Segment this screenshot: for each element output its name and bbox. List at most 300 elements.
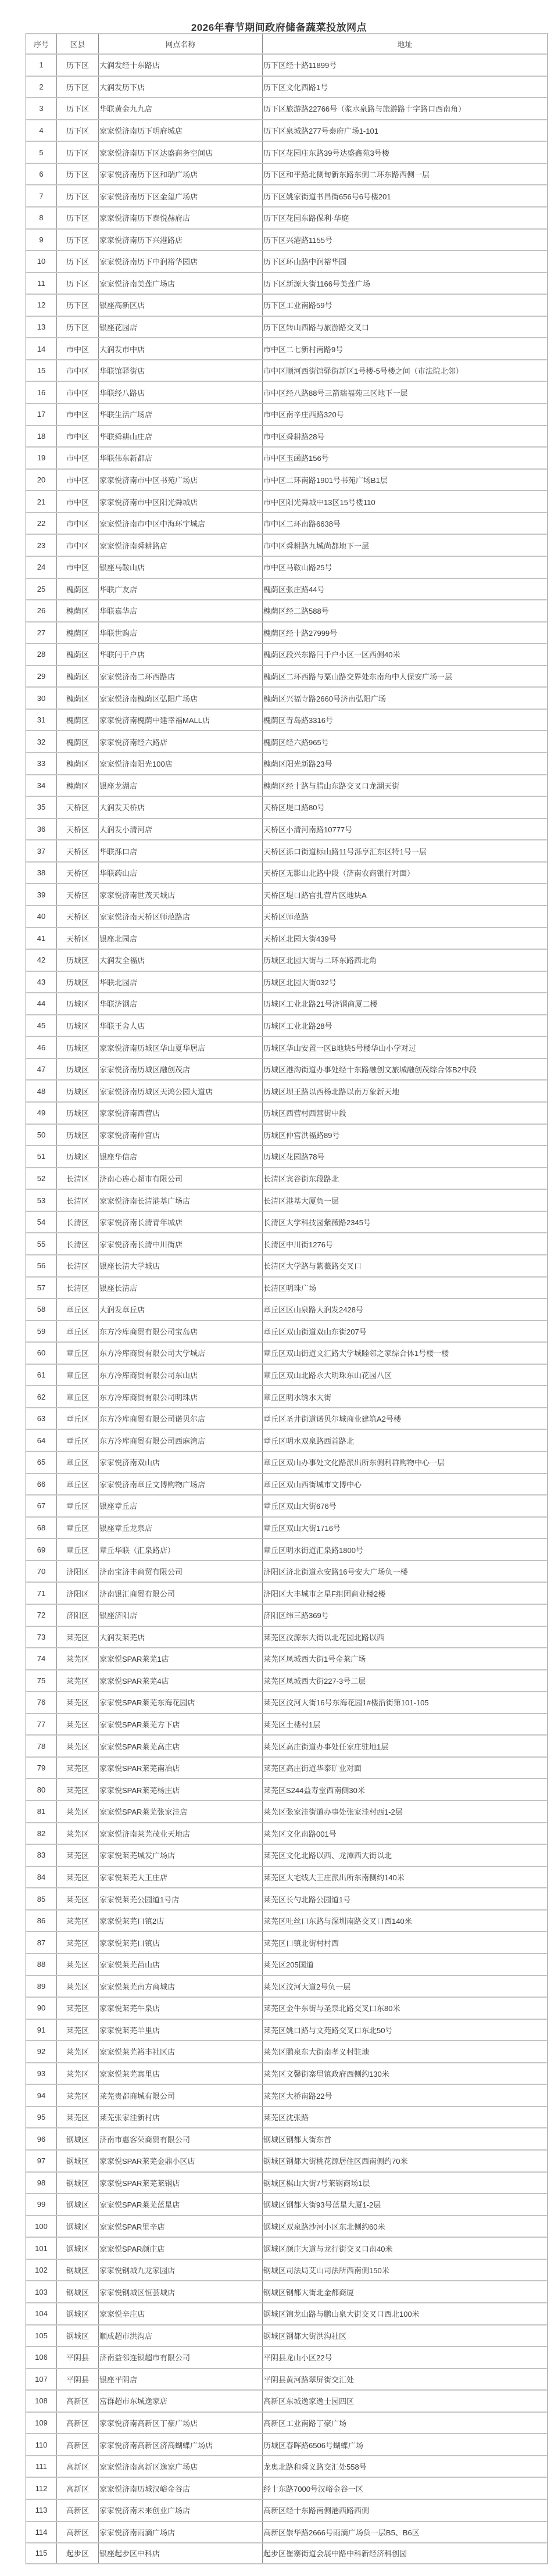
row-district: 槐荫区 [57, 622, 99, 643]
row-index: 43 [26, 972, 57, 993]
table-row [26, 2193, 547, 2215]
row-address: 莱芜区土楼村1层 [263, 1720, 321, 1730]
row-outlet-name: 家家悦济南市中区中海环宇城店 [99, 513, 263, 534]
row-district: 莱芜区 [57, 1910, 99, 1931]
row-index: 9 [26, 230, 57, 251]
row-outlet-name: 大润发历下店 [99, 77, 263, 98]
row-address: 长清区大学科技园紫薇路2345号 [263, 1218, 371, 1228]
row-index: 108 [26, 2391, 57, 2412]
row-outlet-name: 华联药山店 [99, 863, 263, 883]
row-index: 87 [26, 1932, 57, 1953]
row-address: 莱芜区鹏泉东大街南孝义村驻地 [263, 2048, 370, 2057]
row-index: 8 [26, 207, 57, 228]
row-outlet-name: 家家悦济南槐荫区弘阳广场店 [99, 688, 263, 709]
row-index: 34 [26, 775, 57, 796]
row-index: 109 [26, 2413, 57, 2434]
table-row [26, 316, 547, 338]
table-row [26, 1800, 547, 1822]
row-outlet-name: 家家悦SPAR莱芜高庄店 [99, 1736, 263, 1756]
row-index: 56 [26, 1255, 57, 1276]
row-index: 27 [26, 622, 57, 643]
table-row [26, 1866, 547, 1888]
row-address: 莱芜区凤城西大街1号金莱广场 [263, 1655, 366, 1664]
row-district: 历下区 [57, 207, 99, 228]
row-address: 天桥区堤口路80号 [263, 803, 325, 813]
row-outlet-name: 家家悦莱芜羊里店 [99, 2020, 263, 2041]
row-index: 16 [26, 382, 57, 403]
row-address: 长清区中川街1276号 [263, 1240, 333, 1249]
table-row [26, 2412, 547, 2434]
row-address: 历城区工业北路28号 [263, 1022, 332, 1031]
row-address: 莱芜区高庄街道办事处任家庄驻地1层 [263, 1742, 389, 1751]
table-row [26, 1975, 547, 1997]
row-address: 历下区花园庄东路39号达盛鑫苑3号楼 [263, 148, 389, 158]
row-index: 25 [26, 579, 57, 600]
row-address: 历下区花园东路保利·华庭 [263, 214, 349, 223]
row-outlet-name: 家家悦济南舜耕路店 [99, 535, 263, 556]
row-index: 106 [26, 2347, 57, 2368]
row-index: 103 [26, 2281, 57, 2302]
row-district: 莱芜区 [57, 2063, 99, 2084]
row-index: 14 [26, 338, 57, 359]
row-index: 32 [26, 731, 57, 752]
row-outlet-name: 家家悦济南高新区丁豪广场店 [99, 2413, 263, 2434]
row-address: 市中区顺河西街馆驿街新区1号楼-5号楼之间（市法院北邻） [263, 367, 463, 376]
row-address: 章丘区双山大街1716号 [263, 1523, 341, 1533]
row-district: 济阳区 [57, 1561, 99, 1582]
table-row [26, 1538, 547, 1560]
row-district: 天桥区 [57, 819, 99, 840]
table-row [26, 686, 547, 709]
row-district: 历下区 [57, 273, 99, 294]
row-index: 84 [26, 1867, 57, 1888]
row-outlet-name: 银座龙湖店 [99, 775, 263, 796]
row-outlet-name: 华联经八路店 [99, 382, 263, 403]
row-outlet-name: 家家悦莱芜口镇店 [99, 1932, 263, 1953]
row-district: 莱芜区 [57, 1670, 99, 1691]
row-outlet-name: 大润发莱芜店 [99, 1627, 263, 1648]
table-row [26, 1931, 547, 1953]
row-index: 31 [26, 710, 57, 731]
row-district: 莱芜区 [57, 1758, 99, 1779]
row-index: 4 [26, 120, 57, 141]
table-row [26, 228, 547, 251]
table-row [26, 184, 547, 206]
row-outlet-name: 家家悦济南未来创业广场店 [99, 2500, 263, 2521]
row-index: 80 [26, 1779, 57, 1800]
row-address: 长清区港基大厦负一层 [263, 1196, 339, 1205]
row-district: 平阴县 [57, 2369, 99, 2390]
row-address: 钢城区棋山大街7号莱钢商场1层 [263, 2178, 370, 2188]
row-outlet-name: 家家悦济南天桥区师范路店 [99, 906, 263, 927]
row-outlet-name: 家家悦济南历城区融创茂店 [99, 1059, 263, 1080]
row-district: 章丘区 [57, 1386, 99, 1407]
row-outlet-name: 东方冷库商贸有限公司东山店 [99, 1365, 263, 1386]
table-row [26, 621, 547, 643]
row-address: 章丘区圣井街道诺贝尔城商业建筑A2号楼 [263, 1415, 401, 1424]
row-index: 10 [26, 251, 57, 272]
table-row [26, 1887, 547, 1909]
row-district: 长清区 [57, 1255, 99, 1276]
row-address: 长清区大学路与紫薇路交叉口 [263, 1262, 362, 1271]
row-outlet-name: 华联王舍人店 [99, 1015, 263, 1036]
row-address: 经十东路7000号汉峪金谷一区 [263, 2484, 363, 2493]
row-address: 章丘区区山泉路大润发2428号 [263, 1305, 363, 1315]
row-address: 历城区华山安置一区B地块5号楼华山小学对过 [263, 1043, 416, 1053]
table-row [26, 1516, 547, 1539]
row-address: 历下区兴港路1155号 [263, 235, 332, 245]
row-district: 高新区 [57, 2434, 99, 2455]
row-district: 市中区 [57, 360, 99, 381]
row-district: 章丘区 [57, 1321, 99, 1342]
row-outlet-name: 家家悦济南历下泰悦赫府店 [99, 207, 263, 228]
table-row [26, 730, 547, 752]
table-row [26, 2433, 547, 2455]
row-outlet-name: 家家悦SPAR莱芜蓝星店 [99, 2194, 263, 2215]
row-district: 莱芜区 [57, 1801, 99, 1822]
row-district: 莱芜区 [57, 2041, 99, 2062]
row-district: 历城区 [57, 1059, 99, 1080]
table-row [26, 2477, 547, 2499]
row-address: 莱芜区文化南路001号 [263, 1829, 337, 1838]
row-index: 90 [26, 1998, 57, 2019]
table-row [26, 1734, 547, 1756]
row-outlet-name: 银座花园店 [99, 317, 263, 338]
row-outlet-name: 华联闫千户店 [99, 644, 263, 665]
table-row [26, 1124, 547, 1146]
row-index: 115 [26, 2543, 57, 2563]
row-address: 章丘区双山街道文汇路大学城睦邻之家综合体1号楼一楼 [263, 1349, 449, 1358]
row-index: 15 [26, 360, 57, 381]
row-district: 济阳区 [57, 1583, 99, 1604]
row-district: 莱芜区 [57, 1736, 99, 1756]
row-index: 79 [26, 1758, 57, 1779]
row-index: 72 [26, 1605, 57, 1626]
table-row [26, 2455, 547, 2477]
table-row [26, 971, 547, 993]
row-index: 102 [26, 2260, 57, 2281]
table-row [26, 752, 547, 774]
row-index: 21 [26, 491, 57, 512]
row-outlet-name: 家家悦莱芜牛泉店 [99, 1998, 263, 2019]
row-district: 莱芜区 [57, 1867, 99, 1888]
row-address: 莱芜区205国道 [263, 1960, 314, 1970]
row-address: 历下区新源大街1166号美莲广场 [263, 279, 370, 288]
row-district: 莱芜区 [57, 1888, 99, 1909]
table-row [26, 1713, 547, 1735]
table-row [26, 709, 547, 731]
row-outlet-name: 家家悦莱芜大王庄店 [99, 1867, 263, 1888]
row-address: 历城区春晖路6506号蝴蝶广场 [263, 2441, 363, 2450]
row-district: 天桥区 [57, 928, 99, 949]
row-district: 钢城区 [57, 2281, 99, 2302]
row-address: 历城区坝王路以西杨北路以南万象新天地 [263, 1087, 400, 1096]
row-district: 市中区 [57, 338, 99, 359]
row-address: 历下区姚家街道书昌街656号6号楼201 [263, 192, 391, 201]
row-address: 槐荫区经十路27999号 [263, 628, 338, 638]
row-outlet-name: 东方冷库商贸有限公司西麻湾店 [99, 1430, 263, 1451]
table-row [26, 403, 547, 425]
row-district: 历城区 [57, 1103, 99, 1124]
row-district: 槐荫区 [57, 688, 99, 709]
row-district: 高新区 [57, 2478, 99, 2499]
row-district: 章丘区 [57, 1408, 99, 1429]
row-outlet-name: 顺成超市洪沟店 [99, 2325, 263, 2346]
row-outlet-name: 济南市惠客荣商贸有限公司 [99, 2128, 263, 2149]
row-district: 莱芜区 [57, 1932, 99, 1953]
row-district: 天桥区 [57, 840, 99, 861]
row-district: 钢城区 [57, 2128, 99, 2149]
row-index: 19 [26, 448, 57, 468]
row-district: 莱芜区 [57, 1692, 99, 1713]
row-index: 12 [26, 295, 57, 316]
row-address: 历城区西营村西营街中段 [263, 1109, 347, 1118]
row-outlet-name: 家家悦济南槐荫中建幸福MALL店 [99, 710, 263, 731]
row-district: 高新区 [57, 2522, 99, 2543]
row-index: 86 [26, 1910, 57, 1931]
row-address: 钢城区颜庄大道与龙行街交叉口南40米 [263, 2244, 393, 2253]
row-address: 历下区泉城路277号泰府广场1-101 [263, 126, 378, 135]
table-row [26, 1647, 547, 1669]
row-outlet-name: 家家悦钢城区恒荟城店 [99, 2281, 263, 2302]
row-district: 历下区 [57, 295, 99, 316]
row-outlet-name: 家家悦SPAR莱芜方下店 [99, 1714, 263, 1735]
table-row [26, 1451, 547, 1473]
row-outlet-name: 家家悦SPAR颜庄店 [99, 2238, 263, 2259]
row-district: 历下区 [57, 142, 99, 163]
table-row [26, 1778, 547, 1800]
row-address: 平阴县龙山小区22号 [263, 2353, 332, 2363]
row-outlet-name: 家家悦SPAR莱芜莱钢店 [99, 2173, 263, 2194]
row-address: 高新区工业南路丁豪广场 [263, 2419, 347, 2428]
row-address: 莱芜区文化北路以西、龙潭西大街以北 [263, 1851, 392, 1861]
row-index: 40 [26, 906, 57, 927]
row-index: 28 [26, 644, 57, 665]
table-row [26, 599, 547, 621]
row-district: 济阳区 [57, 1605, 99, 1626]
row-index: 92 [26, 2041, 57, 2062]
row-outlet-name: 家家悦SPAR莱芜1店 [99, 1648, 263, 1669]
row-outlet-name: 大润发市中店 [99, 338, 263, 359]
row-index: 114 [26, 2522, 57, 2543]
table-row [26, 1079, 547, 1101]
row-address: 龙奥北路和舜义路交汇处558号 [263, 2463, 367, 2472]
row-outlet-name: 家家悦莱芜南方商城店 [99, 1976, 263, 1997]
table-row [26, 1254, 547, 1276]
table-row [26, 643, 547, 665]
row-index: 73 [26, 1627, 57, 1648]
table-row [26, 206, 547, 228]
row-address: 市中区经八路88号三箭瑞福苑三区地下一层 [263, 388, 408, 398]
row-address: 市中区南辛庄西路320号 [263, 410, 344, 420]
table-row [26, 534, 547, 556]
row-outlet-name: 银座起步区中科店 [99, 2543, 263, 2563]
row-address: 莱芜区汶源东大街以北花园北路以西 [263, 1633, 385, 1642]
row-district: 历下区 [57, 164, 99, 185]
row-address: 钢城区锦龙山路与鹏山泉大街交叉口西北100米 [263, 2310, 420, 2319]
row-outlet-name: 家家悦济南历下兴港路店 [99, 230, 263, 251]
row-index: 70 [26, 1561, 57, 1582]
table-row [26, 1909, 547, 1931]
row-district: 莱芜区 [57, 1954, 99, 1975]
row-outlet-name: 莱芜贵都商城有限公司 [99, 2085, 263, 2106]
table-row [26, 1232, 547, 1254]
row-address: 历城区花园路78号 [263, 1153, 325, 1162]
table-row [26, 1407, 547, 1429]
row-outlet-name: 济南心连心超市有限公司 [99, 1168, 263, 1189]
row-address: 章丘区明水双泉路西首路北 [263, 1436, 355, 1446]
row-outlet-name: 家家悦济南历城区华山夏华居店 [99, 1037, 263, 1058]
row-address: 莱芜区S244益寿堂西南侧30米 [263, 1786, 365, 1795]
row-district: 高新区 [57, 2391, 99, 2412]
row-outlet-name: 家家悦济南市中区阳光舜城店 [99, 491, 263, 512]
row-outlet-name: 家家悦济南美莲广场店 [99, 273, 263, 294]
row-outlet-name: 大润发全福店 [99, 950, 263, 971]
table-row [26, 2324, 547, 2346]
row-outlet-name: 济南宝济丰商贸有限公司 [99, 1561, 263, 1582]
row-address: 章丘区双山街道双山东街207号 [263, 1327, 367, 1336]
row-index: 6 [26, 164, 57, 185]
row-address: 章丘区双山西街城市文博中心 [263, 1480, 362, 1489]
table-row [26, 490, 547, 512]
row-district: 历城区 [57, 1037, 99, 1058]
table-row [26, 774, 547, 796]
row-address: 市中区二七新村南路9号 [263, 345, 344, 354]
row-address: 莱芜区汶河大道2号负一层 [263, 1982, 351, 1991]
row-index: 17 [26, 404, 57, 425]
row-outlet-name: 家家悦济南长清青年城店 [99, 1212, 263, 1233]
row-district: 长清区 [57, 1212, 99, 1233]
row-outlet-name: 家家悦SPAR莱芜东海花园店 [99, 1692, 263, 1713]
row-district: 历城区 [57, 1015, 99, 1036]
row-district: 历下区 [57, 251, 99, 272]
row-index: 52 [26, 1168, 57, 1189]
row-district: 槐荫区 [57, 644, 99, 665]
table-row [26, 1953, 547, 1975]
row-outlet-name: 家家悦莱芜苗山店 [99, 1954, 263, 1975]
table-row [26, 468, 547, 491]
row-index: 54 [26, 1212, 57, 1233]
table-row [26, 2019, 547, 2041]
row-address: 天桥区小清河南路10777号 [263, 825, 353, 834]
row-index: 48 [26, 1081, 57, 1101]
row-address: 长清区宾谷街东段路北 [263, 1174, 339, 1183]
table-row [26, 1691, 547, 1713]
outlets-table [26, 33, 548, 2564]
row-outlet-name: 银座高新区店 [99, 295, 263, 316]
row-outlet-name: 家家悦济南双山店 [99, 1452, 263, 1473]
row-index: 77 [26, 1714, 57, 1735]
table-row [26, 2521, 547, 2543]
row-outlet-name: 华联北园店 [99, 972, 263, 993]
row-outlet-name: 家家悦SPAR莱芜张家洼店 [99, 1801, 263, 1822]
table-row [26, 1014, 547, 1036]
row-address: 天桥区师范路 [263, 913, 309, 922]
row-address: 章丘区双山大街676号 [263, 1502, 337, 1511]
row-index: 29 [26, 666, 57, 687]
row-index: 64 [26, 1430, 57, 1451]
row-index: 57 [26, 1278, 57, 1298]
row-index: 89 [26, 1976, 57, 1997]
row-district: 钢城区 [57, 2238, 99, 2259]
table-row [26, 796, 547, 818]
table-row [26, 1822, 547, 1844]
table-row [26, 1364, 547, 1386]
row-index: 113 [26, 2500, 57, 2521]
row-district: 槐荫区 [57, 710, 99, 731]
table-row [26, 359, 547, 381]
row-address: 槐荫区张庄路44号 [263, 585, 325, 594]
row-index: 101 [26, 2238, 57, 2259]
table-row [26, 1560, 547, 1582]
row-address: 莱芜区口镇北街村村西 [263, 1938, 339, 1948]
table-row [26, 2346, 547, 2368]
row-outlet-name: 银座章丘店 [99, 1495, 263, 1516]
row-index: 95 [26, 2107, 57, 2128]
table-row [26, 665, 547, 687]
row-index: 46 [26, 1037, 57, 1058]
table-row [26, 2542, 547, 2564]
row-district: 章丘区 [57, 1539, 99, 1560]
row-index: 65 [26, 1452, 57, 1473]
row-index: 66 [26, 1474, 57, 1495]
row-index: 53 [26, 1190, 57, 1211]
row-outlet-name: 家家悦莱芜公园道1号店 [99, 1888, 263, 1909]
table-row [26, 1211, 547, 1233]
table-row [26, 1385, 547, 1407]
row-index: 88 [26, 1954, 57, 1975]
table-row [26, 2084, 547, 2106]
row-index: 82 [26, 1823, 57, 1844]
row-outlet-name: 东方冷库商贸有限公司明珠店 [99, 1386, 263, 1407]
row-address: 市中区舜耕路28号 [263, 432, 325, 441]
row-index: 99 [26, 2194, 57, 2215]
row-index: 24 [26, 557, 57, 578]
table-row [26, 76, 547, 98]
row-district: 起步区 [57, 2543, 99, 2563]
row-district: 章丘区 [57, 1452, 99, 1473]
row-outlet-name: 家家悦济南经六路店 [99, 731, 263, 752]
row-address: 长清区明珠广场 [263, 1283, 317, 1293]
row-index: 94 [26, 2085, 57, 2106]
row-district: 长清区 [57, 1233, 99, 1254]
row-index: 97 [26, 2151, 57, 2171]
table-row [26, 1101, 547, 1124]
row-outlet-name: 银座长清大学城店 [99, 1255, 263, 1276]
row-address: 高新区经十东路南侧港西路西侧 [263, 2506, 370, 2516]
table-row [26, 2127, 547, 2149]
row-district: 钢城区 [57, 2151, 99, 2171]
table-row [26, 512, 547, 534]
row-address: 钢城区钢都大街洪沟社区 [263, 2331, 347, 2341]
table-row [26, 381, 547, 403]
table-row [26, 2389, 547, 2412]
row-outlet-name: 家家悦济南仲宫店 [99, 1125, 263, 1146]
row-district: 天桥区 [57, 863, 99, 883]
row-district: 章丘区 [57, 1518, 99, 1539]
row-district: 市中区 [57, 448, 99, 468]
row-district: 历城区 [57, 993, 99, 1014]
row-address: 历下区和平路北侧甸新东路东侧二环东路西侧一层 [263, 170, 430, 180]
row-index: 62 [26, 1386, 57, 1407]
page-title: 2026年春节期间政府储备蔬菜投放网点 [191, 22, 367, 33]
row-district: 章丘区 [57, 1474, 99, 1495]
row-outlet-name: 华联广友店 [99, 579, 263, 600]
row-index: 44 [26, 993, 57, 1014]
row-district: 莱芜区 [57, 1648, 99, 1669]
row-index: 2 [26, 77, 57, 98]
row-district: 钢城区 [57, 2173, 99, 2194]
